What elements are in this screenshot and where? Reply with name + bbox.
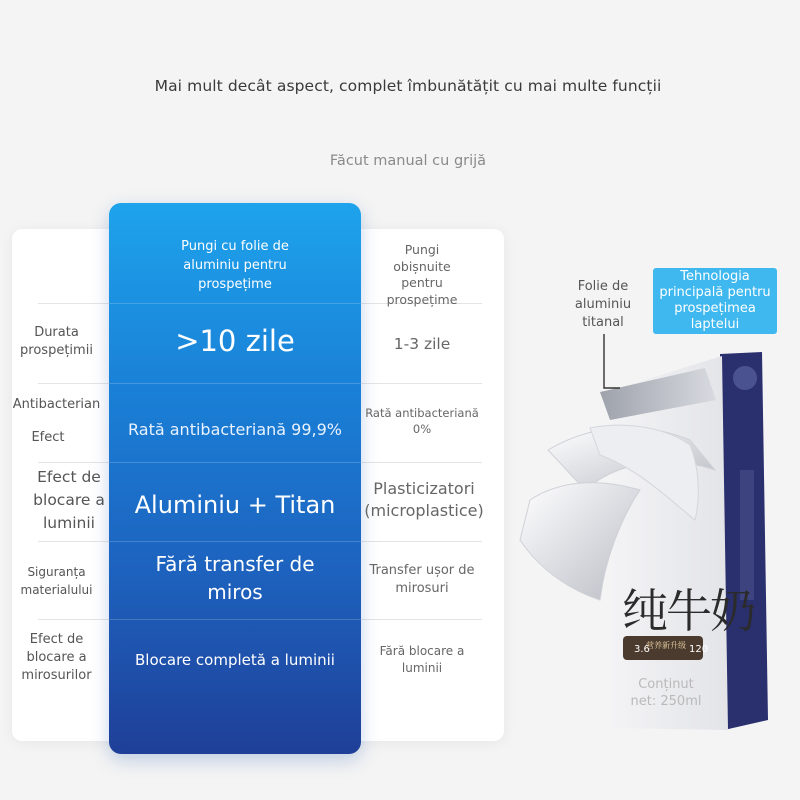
callout-technology-badge [653,268,777,334]
callout-technology-text: Tehnologia principală pentru prospețimea laptelui [659,269,771,332]
row-label-antibacterial-effect: Efect [31,430,65,445]
featured-material-safety: Fără transfer de miros [155,552,315,604]
row-label-light-blocking: Efect de blocare a luminii [33,468,105,532]
subline: Făcut manual cu grijă [329,153,487,169]
carton-left-value: 3.6 [634,644,650,655]
row-label-freshness: Durata prospețimii [20,325,93,358]
carton-brand: 纯牛奶 [622,584,754,638]
regular-material-safety: Transfer ușor de mirosuri [369,563,475,596]
headline: Mai mult decât aspect, complet îmbunătățit cu mai multe funcții [154,77,662,95]
regular-freshness: 1-3 zile [393,335,451,353]
regular-odor-blocking: Fără blocare a luminii [379,644,465,675]
featured-odor-blocking: Blocare completă a luminii [135,651,335,669]
regular-antibacterial: Rată antibacteriană 0% [365,406,479,436]
regular-header: Pungi obișnuite pentru prospețime [386,242,458,307]
carton-right-value: 120 [689,644,709,655]
row-label-material-safety: Siguranța materialului [20,565,93,597]
featured-light-blocking: Aluminiu + Titan [134,491,336,519]
callout-foil-label: Folie de aluminiu titanal [574,279,632,330]
carton-net-content: Conținut net: 250ml [630,677,702,709]
regular-light-blocking: Plasticizatori (microplastice) [364,479,484,520]
row-label-antibacterial: Antibacterian [12,397,101,412]
row-label-odor-blocking: Efect de blocare a mirosurilor [21,632,92,683]
carton-badge: 营养新升级 [646,641,686,650]
featured-freshness: >10 zile [175,324,295,358]
featured-antibacterial: Rată antibacteriană 99,9% [128,420,342,439]
featured-header: Pungi cu folie de aluminiu pentru prospețime [181,239,289,292]
